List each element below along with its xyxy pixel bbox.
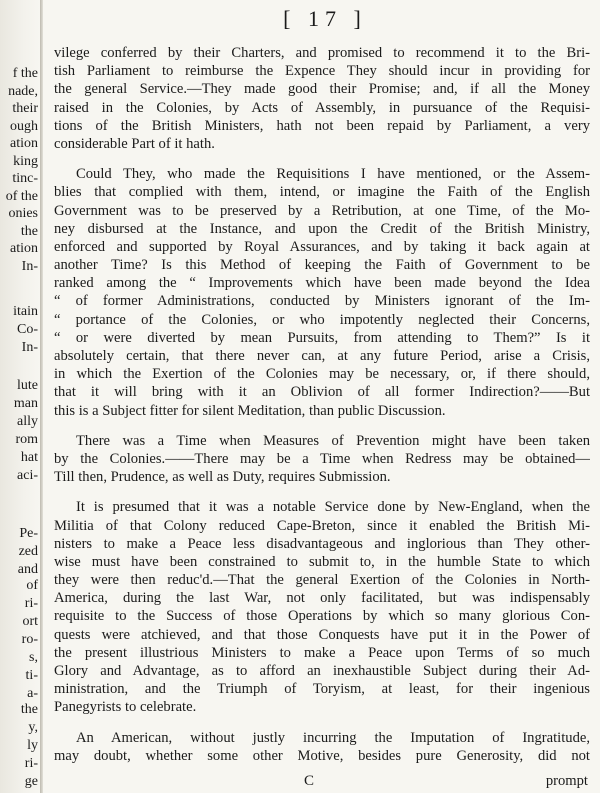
text-line: nisters to make a Peace less disadvantageous and inglorious than They other- — [54, 535, 590, 552]
text-line: the present illustrious Ministers to make a Peace upon Terms of so much — [54, 644, 590, 661]
paragraph — [54, 165, 590, 420]
text-line: Could They, who made the Requisitions I have mentioned, or the Assem- — [76, 166, 590, 183]
facing-page-margin — [0, 0, 40, 793]
text-line: raised in the Colonies, by Acts of Assembly, in pursuance of the Requisi- — [54, 99, 590, 116]
text-line: It is presumed that it was a notable Service done by New-England, when the — [76, 499, 590, 516]
text-line: Government was to be preserved by a Retribution, at one Time, of the Mo- — [54, 202, 590, 219]
gutter-fragment: ri- — [24, 596, 38, 611]
paragraph-gap — [54, 153, 590, 165]
text-line: blies that complied with them, intend, or imagine the Faith of the English — [54, 184, 590, 201]
paragraph-gap — [54, 486, 590, 498]
gutter-fragment: ough — [10, 119, 38, 134]
text-line: There was a Time when Measures of Prevention might have been taken — [76, 432, 590, 449]
gutter-fragment: man — [13, 396, 38, 411]
gutter-fragment: the — [20, 224, 38, 239]
text-line: An American, without justly incurring the Imputation of Ingratitude, — [76, 729, 590, 746]
text-line: quests were atchieved, and that those Conquests have put it in the Power of — [54, 626, 590, 643]
text-line: another Time? Is this Method of keeping the Faith of Government to be — [54, 257, 590, 274]
gutter-fragment: ort — [22, 614, 38, 629]
gutter-fragment: y, — [28, 720, 38, 735]
body-text — [54, 44, 590, 765]
text-line: wise must have been constrained to submit to, in the humble State to which — [54, 553, 590, 570]
gutter-fragment: ti- — [25, 668, 38, 683]
catchword: prompt — [545, 773, 588, 789]
gutter-fragment: tinc- — [12, 171, 38, 186]
paragraph — [54, 498, 590, 716]
paragraph — [54, 432, 590, 487]
gutter-fragment: aci- — [17, 468, 38, 483]
gutter-fragment: ally — [17, 414, 38, 429]
text-line: in which the Exertion of the Colonies may be necessary, or, if there should, — [54, 366, 590, 383]
gutter-fragment: hat — [20, 450, 38, 465]
gutter-fragment: their — [12, 101, 38, 116]
signature-mark: C — [304, 773, 315, 789]
text-line: tions of the British Ministers, hath not been repaid by Parliament, a very — [54, 117, 590, 134]
text-line: by the Colonies.——There may be a Time when Redress may be obtained— — [54, 450, 590, 467]
gutter-fragment: a- — [27, 686, 38, 701]
text-line: tish Parliament to reimburse the Expence They should incur in providing for — [54, 63, 590, 80]
text-line: “ portance of the Colonies, or who impotently neglected their Concerns, — [54, 311, 590, 328]
gutter-fragment: ri- — [24, 756, 38, 771]
text-line: vilege conferred by their Charters, and promised to recommend it to the Bri- — [54, 45, 590, 61]
gutter-fragment: f the — [12, 66, 38, 81]
text-line: America, during the last War, not only facilitated, but was indispensably — [54, 590, 590, 607]
gutter-fragment: of — [26, 578, 38, 593]
text-line: the general Service.—They made good their Promise; and, if all the Money — [54, 81, 590, 98]
gutter-fragment: onies — [8, 206, 38, 221]
paragraph-gap — [54, 420, 590, 432]
text-line: may doubt, whether some other Motive, besides pure Generosity, did not — [54, 747, 590, 764]
text-line: this is a Subject fitter for silent Meditation, than public Discussion. — [54, 402, 446, 419]
gutter-fragment: ly — [27, 738, 38, 753]
paragraph — [54, 44, 590, 153]
text-line: Glory and Advantage, as to afford an inexhaustible Subject during their Ad- — [54, 663, 590, 679]
gutter-fragment: of the — [5, 189, 38, 204]
gutter-fragment: lute — [17, 378, 38, 393]
gutter-fragment: ation — [10, 241, 38, 256]
text-line: they were then reduc'd.—That the general Exertion of the Colonies in North- — [54, 572, 590, 589]
page-footer — [54, 772, 590, 790]
gutter-fragment: Pe- — [19, 526, 38, 541]
gutter-fragment: nade, — [8, 84, 38, 99]
gutter-fragment: rom — [15, 432, 38, 447]
text-line: enforced and supported by Royal Assurances, and by taking it back again at — [54, 238, 590, 255]
text-line: requisite to the Success of those Operations by which so many glorious Con- — [54, 608, 590, 625]
text-line: that it will bring with it an Oblivion of all former Indirection?——But — [54, 384, 590, 401]
gutter-fragment: zed — [18, 544, 38, 559]
text-line: considerable Part of it hath. — [54, 135, 215, 152]
gutter-fragment: the — [20, 702, 38, 717]
text-line: ney disbursed at the Instance, and upon the Credit of the British Ministry, — [54, 220, 590, 237]
text-line: “ or were diverted by mean Pursuits, from attending to Them?” Is it — [54, 329, 590, 346]
text-line: absolutely certain, that there never can, at any future Period, arise a Crisis, — [54, 348, 590, 364]
paragraph — [54, 729, 590, 765]
text-line: Panegyrists to celebrate. — [54, 699, 197, 716]
paragraph-gap — [54, 717, 590, 729]
text-line: “ of former Administrations, conducted by Ministers ignorant of the Im- — [54, 293, 590, 310]
text-line: ranked among the “ Improvements which have been made beyond the Idea — [54, 275, 590, 292]
gutter-fragment: ation — [10, 136, 38, 151]
gutter-fragment: ge — [24, 774, 38, 789]
gutter-fragment: king — [13, 154, 38, 169]
text-line: Militia of that Colony reduced Cape-Breton, since it enabled the British Mi- — [54, 517, 590, 534]
text-line: Till then, Prudence, as well as Duty, requires Submission. — [54, 469, 391, 486]
page-number: [ 17 ] — [283, 6, 367, 31]
gutter-fragment: In- — [21, 259, 38, 274]
gutter-fragment: itain — [13, 304, 38, 319]
gutter-fragment: ro- — [21, 632, 38, 647]
gutter-fragment: In- — [21, 340, 38, 355]
gutter-fragment: s, — [29, 650, 38, 665]
text-line: ministration, and the Triumph of Toryism, at least, for their ingenious — [54, 681, 590, 698]
gutter-fragment: Co- — [17, 322, 38, 337]
gutter-fragment: and — [17, 562, 38, 577]
page-fold — [40, 0, 43, 793]
